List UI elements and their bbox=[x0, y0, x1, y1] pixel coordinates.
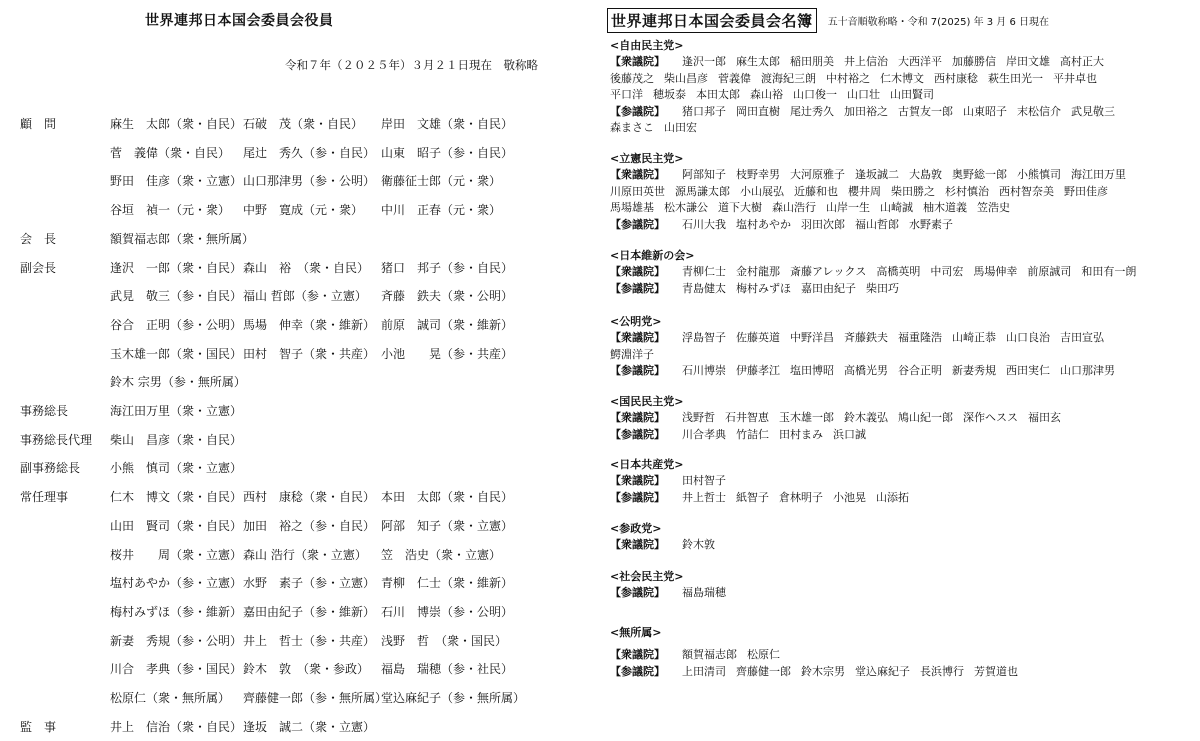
member-name: 馬場雄基 bbox=[610, 201, 654, 214]
party-block bbox=[610, 457, 1195, 506]
officer-name: 斉藤 鉄夫（衆・公明） bbox=[381, 289, 514, 304]
chamber-label: 【衆議院】 bbox=[610, 331, 665, 344]
member-line bbox=[610, 167, 1195, 184]
officer-name: 尾辻 秀久（参・自民） bbox=[243, 145, 376, 160]
officer-row bbox=[110, 660, 521, 677]
member-name: 福重隆浩 bbox=[898, 331, 942, 344]
member-name: 深作ヘスス bbox=[963, 411, 1018, 424]
officer-name: 小熊 慎司（衆・立憲） bbox=[110, 461, 243, 476]
chamber-label: 【参議院】 bbox=[610, 364, 665, 377]
member-name: 新妻秀規 bbox=[952, 364, 996, 377]
member-name: 倉林明子 bbox=[779, 490, 823, 504]
member-name: 柴山昌彦 bbox=[664, 71, 708, 85]
chamber-label: 【衆議院】 bbox=[610, 648, 665, 661]
member-name: 鳩山紀一郎 bbox=[898, 411, 953, 424]
member-name: 小池晃 bbox=[833, 490, 866, 504]
member-name: 吉田宣弘 bbox=[1060, 331, 1104, 344]
member-name: 嘉田由紀子 bbox=[801, 281, 856, 295]
officer-role: 監 事 bbox=[20, 719, 57, 734]
party-block bbox=[610, 314, 1195, 380]
member-name: 奥野総一郎 bbox=[952, 168, 1007, 181]
roster-header bbox=[607, 8, 1049, 33]
member-line bbox=[610, 281, 1195, 298]
chamber-label: 【衆議院】 bbox=[610, 265, 665, 278]
member-name: 鈴木義弘 bbox=[844, 411, 888, 424]
officer-name: 馬場 伸幸（衆・維新） bbox=[243, 317, 376, 332]
member-name: 麻生太郎 bbox=[736, 55, 780, 68]
officer-role: 事務総長代理 bbox=[20, 432, 93, 447]
member-line bbox=[610, 410, 1195, 427]
member-name: 阿部知子 bbox=[682, 168, 726, 181]
member-name: 中司宏 bbox=[930, 265, 964, 278]
chamber-label: 【参議院】 bbox=[610, 281, 665, 295]
officer-name: 中川 正春（元・衆） bbox=[381, 203, 502, 218]
member-name: 石川大我 bbox=[682, 217, 726, 231]
member-name: 萩生田光一 bbox=[988, 71, 1043, 85]
officer-name: 松原仁（衆・無所属） bbox=[110, 691, 231, 705]
officer-row bbox=[110, 172, 521, 189]
member-name: 山田賢司 bbox=[890, 88, 934, 101]
officer-role: 事務総長 bbox=[20, 404, 69, 418]
member-name: 浜口誠 bbox=[833, 427, 866, 441]
officer-name: 西村 康稔（衆・自民） bbox=[243, 490, 376, 505]
member-name: 芳賀道也 bbox=[974, 664, 1018, 678]
officer-row bbox=[110, 459, 243, 476]
member-name: 枝野幸男 bbox=[736, 168, 780, 181]
member-name: 鈴木敦 bbox=[682, 538, 715, 551]
party-block bbox=[610, 38, 1195, 137]
party-block bbox=[610, 521, 1195, 554]
chamber-label: 【参議院】 bbox=[610, 427, 665, 441]
member-line bbox=[610, 200, 1195, 217]
member-name: 浅野哲 bbox=[682, 411, 715, 424]
party-block bbox=[610, 248, 1195, 297]
chamber-label: 【衆議院】 bbox=[610, 55, 665, 68]
officer-name: 齊藤健一郎（参・無所属） bbox=[243, 691, 388, 705]
officer-name: 野田 佳彦（衆・立憲） bbox=[110, 174, 243, 189]
member-name: 仁木博文 bbox=[880, 71, 924, 85]
member-name: 中村裕之 bbox=[826, 71, 870, 85]
member-name: 西田実仁 bbox=[1006, 364, 1050, 377]
member-line bbox=[610, 473, 1195, 490]
officer-row bbox=[110, 488, 521, 505]
member-line bbox=[610, 120, 1195, 137]
chamber-label: 【参議院】 bbox=[610, 490, 665, 504]
member-name: 櫻井周 bbox=[848, 184, 881, 198]
officer-name: 井上 哲士（参・共産） bbox=[243, 633, 376, 648]
party-name: <立憲民主党> bbox=[610, 152, 684, 165]
officer-name: 前原 誠司（衆・維新） bbox=[381, 317, 514, 332]
officer-name: 塩村あやか（参・立憲） bbox=[110, 576, 243, 591]
officer-name: 石破 茂（衆・自民） bbox=[243, 117, 364, 131]
member-name: 高橋英明 bbox=[876, 265, 921, 278]
member-name: 山口那津男 bbox=[1060, 364, 1115, 377]
officer-name: 水野 素子（参・立憲） bbox=[243, 576, 376, 591]
member-name: 福田玄 bbox=[1028, 411, 1061, 424]
officer-row bbox=[110, 546, 521, 563]
member-name: 本田太郎 bbox=[696, 88, 740, 101]
member-name: 道下大樹 bbox=[718, 201, 762, 214]
member-name: 山添拓 bbox=[876, 490, 909, 504]
officer-name: 川合 孝典（参・国民） bbox=[110, 662, 243, 677]
member-line bbox=[610, 427, 1195, 444]
chamber-label: 【衆議院】 bbox=[610, 474, 665, 487]
officer-name: 本田 太郎（衆・自民） bbox=[381, 490, 514, 505]
officer-name: 鈴木 宗男（参・無所属） bbox=[110, 375, 246, 390]
member-name: 逢坂誠二 bbox=[855, 168, 899, 181]
member-name: 森山裕 bbox=[750, 88, 783, 101]
member-line bbox=[610, 537, 1195, 554]
member-name: 平井卓也 bbox=[1053, 71, 1097, 85]
member-name: 紙智子 bbox=[736, 490, 769, 504]
member-name: 大西洋平 bbox=[898, 55, 942, 68]
officer-name: 猪口 邦子（参・自民） bbox=[381, 260, 514, 275]
officer-name: 山東 昭子（参・自民） bbox=[381, 145, 514, 160]
member-name: 田村まみ bbox=[779, 427, 823, 441]
officer-name: 嘉田由紀子（参・維新） bbox=[243, 604, 376, 619]
officer-name: 山口那津男（参・公明） bbox=[243, 174, 376, 189]
member-name: 加田裕之 bbox=[844, 104, 888, 118]
member-name: 稲田朋美 bbox=[790, 55, 834, 68]
member-name: 馬場伸幸 bbox=[973, 265, 1018, 278]
chamber-label: 【参議院】 bbox=[610, 664, 665, 678]
member-name: 菅義偉 bbox=[718, 71, 751, 85]
officer-name: 額賀福志郎（衆・無所属） bbox=[110, 231, 255, 246]
member-name: 柴田巧 bbox=[866, 281, 899, 295]
party-block bbox=[610, 625, 1195, 680]
member-line bbox=[610, 585, 1195, 602]
chamber-label: 【参議院】 bbox=[610, 104, 665, 118]
member-line bbox=[610, 647, 1195, 664]
member-line bbox=[610, 347, 1195, 364]
member-name: 山口良治 bbox=[1006, 331, 1050, 344]
member-name: 梅村みずほ bbox=[736, 281, 791, 295]
member-name: 山田宏 bbox=[664, 121, 697, 134]
member-name: 森山浩行 bbox=[772, 201, 816, 214]
chamber-label: 【衆議院】 bbox=[610, 538, 665, 551]
member-line bbox=[610, 87, 1195, 104]
member-name: 山東昭子 bbox=[963, 104, 1007, 118]
officer-name: 青柳 仁士（衆・維新） bbox=[381, 576, 514, 591]
roster-subtitle: 五十音順敬称略・令和 7(2025) 年 3 月 6 日現在 bbox=[827, 17, 1050, 28]
officer-name: 井上 信治（衆・自民） bbox=[110, 719, 243, 734]
member-name: 上田清司 bbox=[682, 664, 726, 678]
member-line bbox=[610, 54, 1195, 71]
party-block bbox=[610, 569, 1195, 602]
officer-name: 衛藤征士郎（元・衆） bbox=[381, 174, 502, 189]
officer-row bbox=[110, 402, 243, 419]
officer-name: 笠 浩史（衆・立憲） bbox=[381, 547, 502, 562]
member-name: 齊藤健一郎 bbox=[736, 664, 791, 678]
officer-name: 麻生 太郎（衆・自民） bbox=[110, 117, 243, 131]
officer-name: 逢沢 一郎（衆・自民） bbox=[110, 260, 243, 275]
member-name: 山岸一生 bbox=[826, 201, 870, 214]
member-name: 和田有一朗 bbox=[1081, 265, 1137, 278]
member-name: 笠浩史 bbox=[977, 201, 1010, 214]
member-name: 山崎誠 bbox=[880, 201, 913, 214]
officer-row bbox=[110, 287, 521, 304]
chamber-label: 【衆議院】 bbox=[610, 168, 665, 181]
member-name: 松原仁 bbox=[747, 648, 780, 661]
officer-name: 福山 哲郎（参・立憲） bbox=[243, 289, 367, 304]
officer-row bbox=[110, 603, 521, 620]
member-name: 岸田文雄 bbox=[1006, 55, 1050, 68]
member-name: 逢沢一郎 bbox=[682, 55, 726, 68]
member-name: 小山展弘 bbox=[740, 184, 784, 198]
member-name: 武見敬三 bbox=[1071, 104, 1115, 118]
member-name: 松木謙公 bbox=[664, 201, 708, 214]
member-line bbox=[610, 71, 1195, 88]
officer-name: 新妻 秀規（参・公明） bbox=[110, 633, 243, 648]
member-name: 前原誠司 bbox=[1027, 265, 1072, 278]
member-name: 佐藤英道 bbox=[736, 331, 780, 344]
officer-name: 中野 寛成（元・衆） bbox=[243, 203, 364, 218]
member-name: 玉木雄一郎 bbox=[779, 411, 834, 424]
member-name: 末松信介 bbox=[1017, 104, 1061, 118]
chamber-label: 【参議院】 bbox=[610, 586, 665, 599]
chamber-label: 【衆議院】 bbox=[610, 411, 665, 424]
member-name: 井上哲士 bbox=[682, 490, 726, 504]
officer-row bbox=[110, 431, 243, 448]
member-name: 井上信治 bbox=[844, 55, 888, 68]
member-name: 額賀福志郎 bbox=[682, 648, 737, 661]
officer-name: 海江田万里（衆・立憲） bbox=[110, 404, 243, 418]
member-name: 渡海紀三朗 bbox=[761, 71, 816, 85]
member-name: 青柳仁士 bbox=[682, 265, 726, 278]
member-roster-document bbox=[590, 0, 1200, 741]
member-line bbox=[610, 363, 1195, 380]
officer-row bbox=[110, 115, 521, 132]
officer-role: 副事務総長 bbox=[20, 461, 81, 476]
officer-row bbox=[110, 517, 521, 534]
officer-role: 顧 問 bbox=[20, 117, 57, 131]
member-name: 石井智恵 bbox=[725, 411, 769, 424]
member-name: 堂込麻紀子 bbox=[855, 664, 910, 678]
member-name: 尾辻秀久 bbox=[790, 104, 834, 118]
member-name: 浮島智子 bbox=[682, 331, 726, 344]
officer-row bbox=[110, 689, 526, 706]
member-name: 金村龍那 bbox=[736, 265, 780, 278]
member-name: 高村正大 bbox=[1060, 55, 1104, 68]
officer-name: 玉木雄一郎（衆・国民） bbox=[110, 346, 243, 361]
member-name: 古賀友一郎 bbox=[898, 104, 953, 118]
member-name: 後藤茂之 bbox=[610, 71, 654, 85]
member-name: 塩田博昭 bbox=[790, 364, 834, 377]
member-name: 川原田英世 bbox=[610, 184, 665, 198]
officer-row bbox=[110, 574, 521, 591]
member-name: 石川博崇 bbox=[682, 364, 726, 377]
member-name: 大島敦 bbox=[909, 168, 942, 181]
officer-row bbox=[110, 259, 521, 276]
member-name: 斉藤鉄夫 bbox=[844, 331, 888, 344]
member-name: 福山哲郎 bbox=[855, 217, 899, 231]
member-name: 塩村あやか bbox=[736, 217, 791, 231]
party-block bbox=[610, 394, 1195, 443]
member-name: 西村智奈美 bbox=[999, 184, 1054, 198]
member-name: 斎藤アレックス bbox=[790, 265, 867, 278]
officer-name: 武見 敬三（参・自民） bbox=[110, 289, 243, 304]
officer-name: 菅 義偉（衆・自民） bbox=[110, 145, 231, 160]
member-name: 山崎正恭 bbox=[952, 331, 996, 344]
officer-name: 仁木 博文（衆・自民） bbox=[110, 490, 243, 505]
officer-row bbox=[110, 345, 521, 362]
member-line bbox=[610, 264, 1195, 281]
party-block bbox=[610, 151, 1195, 233]
member-name: 加藤勝信 bbox=[952, 55, 996, 68]
member-line bbox=[610, 664, 1195, 681]
member-line bbox=[610, 104, 1195, 121]
officer-role: 常任理事 bbox=[20, 490, 69, 505]
officer-name: 柴山 昌彦（衆・自民） bbox=[110, 432, 243, 447]
officer-name: 谷垣 禎一（元・衆） bbox=[110, 203, 231, 218]
member-line bbox=[610, 184, 1195, 201]
officer-row bbox=[110, 718, 381, 735]
officer-name: 逢坂 誠二（衆・立憲） bbox=[243, 719, 376, 734]
member-name: 猪口邦子 bbox=[682, 104, 726, 118]
member-line bbox=[610, 217, 1195, 234]
officer-row bbox=[110, 316, 521, 333]
officer-row bbox=[110, 201, 521, 218]
party-name: <国民民主党> bbox=[610, 395, 684, 408]
member-name: 田村智子 bbox=[682, 474, 726, 487]
member-name: 鈴木宗男 bbox=[801, 664, 845, 678]
member-name: 羽田次郎 bbox=[801, 217, 845, 231]
party-name: <社会民主党> bbox=[610, 570, 684, 583]
officer-name: 森山 浩行（衆・立憲） bbox=[243, 547, 367, 562]
member-name: 柚木道義 bbox=[923, 201, 967, 214]
member-line bbox=[610, 490, 1195, 507]
party-name: <日本維新の会> bbox=[610, 249, 695, 262]
officer-name: 小池 晃（参・共産） bbox=[381, 346, 514, 361]
member-name: 鰐淵洋子 bbox=[610, 347, 654, 361]
officer-name: 浅野 哲 （衆・国民） bbox=[381, 633, 508, 648]
member-name: 川合孝典 bbox=[682, 427, 726, 441]
party-name: <自由民主党> bbox=[610, 39, 684, 52]
officers-document bbox=[0, 0, 590, 741]
officer-name: 阿部 知子（衆・立憲） bbox=[381, 518, 514, 533]
officer-role: 副会長 bbox=[20, 260, 57, 275]
member-name: 源馬謙太郎 bbox=[675, 184, 730, 198]
officer-row bbox=[110, 230, 255, 247]
member-name: 竹詰仁 bbox=[736, 427, 769, 441]
officer-name: 山田 賢司（衆・自民） bbox=[110, 518, 243, 533]
officer-row bbox=[110, 632, 521, 649]
officer-name: 加田 裕之（参・自民） bbox=[243, 518, 376, 533]
member-name: 穂坂泰 bbox=[653, 88, 686, 101]
member-name: 小熊慎司 bbox=[1017, 168, 1061, 181]
officer-name: 谷合 正明（参・公明） bbox=[110, 317, 243, 332]
member-name: 伊藤孝江 bbox=[736, 364, 780, 377]
member-name: 山口俊一 bbox=[793, 88, 837, 101]
officer-name: 石川 博崇（参・公明） bbox=[381, 604, 514, 619]
member-name: 高橋光男 bbox=[844, 364, 888, 377]
officer-name: 福島 瑞穂（参・社民） bbox=[381, 662, 514, 677]
member-name: 西村康稔 bbox=[934, 71, 978, 85]
member-name: 近藤和也 bbox=[794, 184, 838, 198]
member-line bbox=[610, 330, 1195, 347]
member-name: 水野素子 bbox=[909, 217, 953, 231]
member-name: 青島健太 bbox=[682, 281, 726, 295]
officer-name: 田村 智子（衆・共産） bbox=[243, 346, 376, 361]
member-name: 平口洋 bbox=[610, 88, 643, 101]
officer-name: 堂込麻紀子（参・無所属） bbox=[381, 691, 526, 705]
member-name: 岡田直樹 bbox=[736, 104, 780, 118]
party-name: <無所属> bbox=[610, 626, 662, 639]
member-name: 谷合正明 bbox=[898, 364, 942, 377]
roster-title: 世界連邦日本国会委員会名簿 bbox=[607, 8, 817, 33]
member-name: 山口壮 bbox=[847, 88, 880, 101]
officer-row bbox=[110, 144, 521, 161]
chamber-label: 【参議院】 bbox=[610, 217, 665, 231]
member-name: 柴田勝之 bbox=[891, 184, 935, 198]
member-name: 大河原雅子 bbox=[790, 168, 845, 181]
member-name: 杉村慎治 bbox=[945, 184, 989, 198]
officer-name: 森山 裕 （衆・自民） bbox=[243, 260, 370, 275]
member-name: 野田佳彦 bbox=[1064, 184, 1108, 198]
party-name: <参政党> bbox=[610, 522, 662, 535]
member-name: 福島瑞穂 bbox=[682, 586, 726, 599]
officer-name: 梅村みずほ（参・維新） bbox=[110, 604, 243, 619]
officer-name: 岸田 文雄（衆・自民） bbox=[381, 117, 514, 131]
officer-name: 鈴木 敦 （衆・参政） bbox=[243, 662, 370, 677]
member-name: 長浜博行 bbox=[920, 664, 964, 678]
officer-row bbox=[110, 373, 246, 390]
party-name: <公明党> bbox=[610, 315, 662, 328]
officers-title: 世界連邦日本国会委員会役員 bbox=[145, 13, 334, 29]
officer-role: 会 長 bbox=[20, 231, 57, 246]
member-name: 森まさこ bbox=[610, 121, 654, 134]
officer-name: 桜井 周（衆・立憲） bbox=[110, 547, 243, 562]
officers-date: 令和７年（２０２５年）３月２１日現在 敬称略 bbox=[285, 58, 538, 72]
party-name: <日本共産党> bbox=[610, 458, 684, 471]
member-name: 中野洋昌 bbox=[790, 331, 834, 344]
member-name: 海江田万里 bbox=[1071, 168, 1126, 181]
